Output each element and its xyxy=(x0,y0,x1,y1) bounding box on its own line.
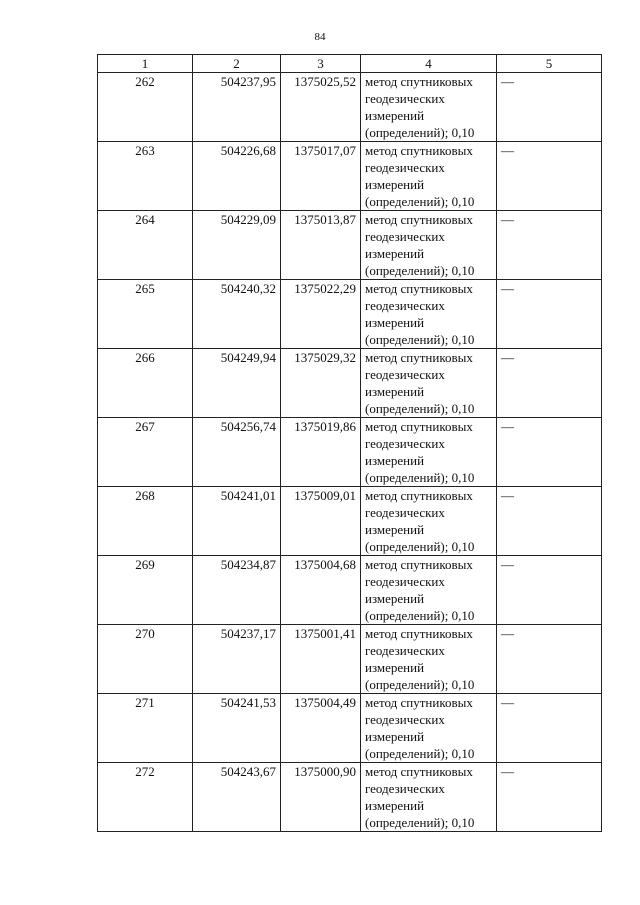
point-number: 268 xyxy=(98,487,193,556)
coord-y: 1375009,01 xyxy=(281,487,361,556)
method-line: (определений); 0,10 xyxy=(365,746,475,761)
method-line: (определений); 0,10 xyxy=(365,539,475,554)
method-line: геодезических xyxy=(365,436,445,451)
method-line: геодезических xyxy=(365,367,445,382)
header-col-5: 5 xyxy=(497,55,602,73)
point-number: 267 xyxy=(98,418,193,487)
table-row xyxy=(98,625,602,694)
method-line: геодезических xyxy=(365,229,445,244)
coord-x: 504241,53 xyxy=(193,694,281,763)
coord-y: 1375022,29 xyxy=(281,280,361,349)
note-cell: — xyxy=(497,349,602,418)
point-number: 266 xyxy=(98,349,193,418)
method-line: метод спутниковых xyxy=(365,419,473,434)
table-row xyxy=(98,763,602,832)
method-line: метод спутниковых xyxy=(365,695,473,710)
method-line: (определений); 0,10 xyxy=(365,677,475,692)
method-line: (определений); 0,10 xyxy=(365,263,475,278)
header-col-1: 1 xyxy=(98,55,193,73)
method-line: измерений xyxy=(365,315,425,330)
note-cell: — xyxy=(497,211,602,280)
point-number: 272 xyxy=(98,763,193,832)
coord-x: 504256,74 xyxy=(193,418,281,487)
table-row xyxy=(98,211,602,280)
table-row xyxy=(98,487,602,556)
coordinates-table xyxy=(97,54,602,832)
method-line: (определений); 0,10 xyxy=(365,125,475,140)
method-line: метод спутниковых xyxy=(365,212,473,227)
coord-x: 504229,09 xyxy=(193,211,281,280)
method-line: измерений xyxy=(365,453,425,468)
note-cell: — xyxy=(497,556,602,625)
note-cell: — xyxy=(497,280,602,349)
method-line: геодезических xyxy=(365,781,445,796)
method-cell xyxy=(361,763,497,832)
point-number: 265 xyxy=(98,280,193,349)
method-line: измерений xyxy=(365,177,425,192)
method-line: метод спутниковых xyxy=(365,557,473,572)
method-cell xyxy=(361,556,497,625)
method-line: измерений xyxy=(365,522,425,537)
method-line: метод спутниковых xyxy=(365,626,473,641)
method-cell xyxy=(361,73,497,142)
method-cell xyxy=(361,142,497,211)
point-number: 269 xyxy=(98,556,193,625)
header-col-3: 3 xyxy=(281,55,361,73)
header-col-4: 4 xyxy=(361,55,497,73)
table-row xyxy=(98,142,602,211)
coord-y: 1375029,32 xyxy=(281,349,361,418)
method-line: метод спутниковых xyxy=(365,143,473,158)
method-line: измерений xyxy=(365,108,425,123)
table-row xyxy=(98,694,602,763)
coord-y: 1375000,90 xyxy=(281,763,361,832)
method-line: метод спутниковых xyxy=(365,350,473,365)
note-cell: — xyxy=(497,73,602,142)
point-number: 262 xyxy=(98,73,193,142)
method-line: (определений); 0,10 xyxy=(365,332,475,347)
table-row xyxy=(98,349,602,418)
coord-x: 504234,87 xyxy=(193,556,281,625)
coord-y: 1375004,49 xyxy=(281,694,361,763)
point-number: 264 xyxy=(98,211,193,280)
method-line: измерений xyxy=(365,660,425,675)
method-cell xyxy=(361,625,497,694)
method-line: метод спутниковых xyxy=(365,764,473,779)
coord-y: 1375025,52 xyxy=(281,73,361,142)
coord-x: 504240,32 xyxy=(193,280,281,349)
method-line: геодезических xyxy=(365,160,445,175)
method-line: измерений xyxy=(365,384,425,399)
coord-x: 504243,67 xyxy=(193,763,281,832)
coord-y: 1375013,87 xyxy=(281,211,361,280)
method-line: геодезических xyxy=(365,712,445,727)
point-number: 271 xyxy=(98,694,193,763)
table-row xyxy=(98,418,602,487)
method-line: геодезических xyxy=(365,505,445,520)
coord-y: 1375004,68 xyxy=(281,556,361,625)
method-cell xyxy=(361,349,497,418)
coord-y: 1375001,41 xyxy=(281,625,361,694)
coord-x: 504237,17 xyxy=(193,625,281,694)
coord-x: 504237,95 xyxy=(193,73,281,142)
method-line: измерений xyxy=(365,246,425,261)
table-header-row xyxy=(98,55,602,73)
method-line: геодезических xyxy=(365,643,445,658)
note-cell: — xyxy=(497,763,602,832)
coord-x: 504249,94 xyxy=(193,349,281,418)
method-line: геодезических xyxy=(365,91,445,106)
header-col-2: 2 xyxy=(193,55,281,73)
note-cell: — xyxy=(497,487,602,556)
method-cell xyxy=(361,211,497,280)
table-row xyxy=(98,556,602,625)
note-cell: — xyxy=(497,625,602,694)
table-row xyxy=(98,280,602,349)
method-line: метод спутниковых xyxy=(365,281,473,296)
table-body xyxy=(98,73,602,832)
method-line: (определений); 0,10 xyxy=(365,608,475,623)
table-row xyxy=(98,73,602,142)
note-cell: — xyxy=(497,694,602,763)
method-line: измерений xyxy=(365,798,425,813)
method-cell xyxy=(361,694,497,763)
method-line: измерений xyxy=(365,729,425,744)
note-cell: — xyxy=(497,142,602,211)
method-line: измерений xyxy=(365,591,425,606)
note-cell: — xyxy=(497,418,602,487)
method-cell xyxy=(361,280,497,349)
point-number: 263 xyxy=(98,142,193,211)
method-line: (определений); 0,10 xyxy=(365,401,475,416)
method-line: (определений); 0,10 xyxy=(365,470,475,485)
coord-y: 1375017,07 xyxy=(281,142,361,211)
method-line: метод спутниковых xyxy=(365,488,473,503)
method-line: метод спутниковых xyxy=(365,74,473,89)
method-line: геодезических xyxy=(365,574,445,589)
method-cell xyxy=(361,418,497,487)
coord-x: 504241,01 xyxy=(193,487,281,556)
coord-y: 1375019,86 xyxy=(281,418,361,487)
method-line: (определений); 0,10 xyxy=(365,815,475,830)
method-cell xyxy=(361,487,497,556)
method-line: (определений); 0,10 xyxy=(365,194,475,209)
method-line: геодезических xyxy=(365,298,445,313)
point-number: 270 xyxy=(98,625,193,694)
coord-x: 504226,68 xyxy=(193,142,281,211)
page-number: 84 xyxy=(314,31,326,43)
